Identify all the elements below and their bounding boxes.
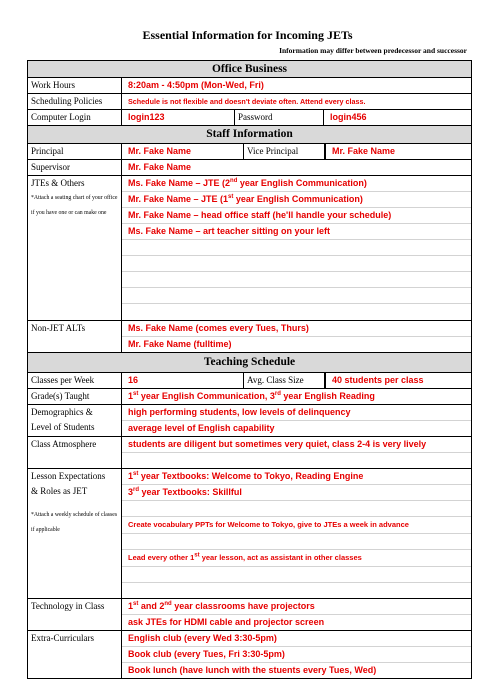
empty-entry	[122, 453, 471, 468]
password-value: login456	[330, 112, 367, 122]
lesson-3-value: Create vocabulary PPTs for Welcome to Tokyo, give to JTEs a week in advance	[128, 520, 409, 529]
extra-3-value: Book lunch (have lunch with the stuents every Tues, Wed)	[128, 665, 377, 675]
technology-label-cell	[28, 599, 122, 630]
row-work-hours	[28, 78, 471, 94]
section-staff-information: Staff Information	[28, 125, 471, 144]
atmosphere-values	[122, 437, 471, 468]
atmosphere-label: Class Atmosphere	[31, 439, 97, 449]
extra-values	[122, 631, 471, 678]
avg-class-size-label: Avg. Class Size	[243, 373, 325, 388]
technology-values	[122, 599, 471, 630]
computer-login-label: Computer Login	[28, 110, 122, 125]
alt-2-value: Mr. Fake Name (fulltime)	[128, 339, 232, 349]
group-extra-curriculars	[28, 631, 471, 678]
lesson-2-value: 3rd year Textbooks: Skillful	[128, 487, 242, 497]
demographics-label-line-1: Demographics &	[31, 407, 93, 417]
technology-label: Technology in Class	[31, 601, 105, 611]
demographics-entry	[122, 405, 471, 421]
scheduling-label: Scheduling Policies	[28, 94, 122, 109]
empty-entry	[122, 501, 471, 517]
extra-entry	[122, 663, 471, 678]
jtes-label: JTEs & Others	[31, 178, 85, 188]
row-supervisor	[28, 160, 471, 176]
info-table	[27, 60, 472, 679]
work-hours-label: Work Hours	[28, 78, 122, 93]
row-scheduling	[28, 94, 471, 110]
row-classes-per-week	[28, 373, 471, 389]
technology-2-value: ask JTEs for HDMI cable and projector screen	[128, 617, 325, 627]
group-lesson-expectations	[28, 469, 471, 599]
extra-entry	[122, 631, 471, 647]
alt-1-value: Ms. Fake Name (comes every Tues, Thurs)	[128, 323, 309, 333]
empty-entry	[122, 272, 471, 288]
lesson-1-value: 1st year Textbooks: Welcome to Tokyo, Reading Engine	[128, 471, 364, 481]
lesson-label-cell	[28, 469, 122, 598]
alt-entry	[122, 337, 471, 352]
alts-label-cell	[28, 321, 122, 352]
demographics-entry	[122, 421, 471, 436]
jte-3-value: Mr. Fake Name – head office staff (he'll handle your schedule)	[128, 210, 392, 220]
demographics-label-line-2: Level of Students	[31, 422, 95, 432]
demographics-label-cell	[28, 405, 122, 436]
computer-login-value: login123	[128, 112, 165, 122]
work-hours-value: 8:20am - 4:50pm (Mon-Wed, Fri)	[128, 80, 264, 90]
group-demographics	[28, 405, 471, 437]
jtes-note: *Attach a seating chart of your office if you have one or can make one	[31, 195, 118, 216]
lesson-label-line-1: Lesson Expectations	[31, 471, 106, 481]
jte-4-value: Ms. Fake Name – art teacher sitting on your left	[128, 226, 331, 236]
technology-entry	[122, 599, 471, 615]
jtes-values	[122, 176, 471, 320]
lesson-entry	[122, 517, 471, 534]
jte-entry	[122, 192, 471, 208]
principal-label: Principal	[28, 144, 122, 159]
alts-values	[122, 321, 471, 352]
group-jtes	[28, 176, 471, 321]
extra-2-value: Book club (every Tues, Fri 3:30-5pm)	[128, 649, 285, 659]
supervisor-label: Supervisor	[28, 160, 122, 175]
group-technology	[28, 599, 471, 631]
lesson-entry	[122, 485, 471, 501]
classes-per-week-value: 16	[128, 375, 139, 385]
document-subtitle: Information may differ between predecessor and successor	[279, 46, 467, 55]
demographics-2-value: average level of English capability	[128, 423, 275, 433]
jte-2-value: Mr. Fake Name – JTE (1st year English Communication)	[128, 194, 363, 204]
empty-entry	[122, 240, 471, 256]
row-grades-taught	[28, 389, 471, 405]
group-non-jet-alts	[28, 321, 471, 353]
extra-1-value: English club (every Wed 3:30-5pm)	[128, 633, 277, 643]
technology-entry	[122, 615, 471, 630]
jte-entry	[122, 224, 471, 240]
avg-class-size-value: 40 students per class	[325, 373, 471, 388]
section-teaching-schedule: Teaching Schedule	[28, 353, 471, 373]
technology-1-value: 1st and 2nd year classrooms have projectors	[128, 601, 315, 611]
grades-taught-value: 1st year English Communication, 3rd year English Reading	[128, 391, 375, 401]
lesson-entry	[122, 469, 471, 485]
empty-entry	[122, 583, 471, 598]
lesson-entry	[122, 550, 471, 567]
alts-label: Non-JET ALTs	[31, 323, 86, 333]
extra-entry	[122, 647, 471, 663]
jte-entry	[122, 176, 471, 192]
jte-entry	[122, 208, 471, 224]
atmosphere-value: students are diligent but sometimes very quiet, class 2-4 is very lively	[128, 439, 427, 449]
empty-entry	[122, 567, 471, 583]
empty-entry	[122, 534, 471, 550]
demographics-values	[122, 405, 471, 436]
demographics-1-value: high performing students, low levels of delinquency	[128, 407, 351, 417]
atmosphere-entry	[122, 437, 471, 453]
group-class-atmosphere	[28, 437, 471, 469]
lesson-label-line-2: & Roles as JET	[31, 486, 88, 496]
empty-entry	[122, 256, 471, 272]
supervisor-value: Mr. Fake Name	[128, 162, 192, 172]
lesson-note: *Attach a weekly schedule of classes if applicable	[31, 512, 118, 533]
extra-curriculars-label: Extra-Curriculars	[31, 633, 94, 643]
alt-entry	[122, 321, 471, 337]
vice-principal-label: Vice Principal	[243, 144, 325, 159]
lesson-4-value: Lead every other 1st year lesson, act as assistant in other classes	[128, 552, 362, 562]
classes-per-week-label: Classes per Week	[28, 373, 122, 388]
jte-1-value: Ms. Fake Name – JTE (2nd year English Communication)	[128, 178, 367, 188]
empty-entry	[122, 288, 471, 304]
jtes-label-cell	[28, 176, 122, 320]
empty-entry	[122, 304, 471, 320]
row-principal	[28, 144, 471, 160]
scheduling-value: Schedule is not flexible and doesn't deviate often. Attend every class.	[128, 97, 366, 106]
section-office-business: Office Business	[28, 61, 471, 78]
principal-value: Mr. Fake Name	[128, 146, 192, 156]
document-title: Essential Information for Incoming JETs	[142, 28, 353, 42]
lesson-values	[122, 469, 471, 598]
password-label: Password	[234, 110, 324, 125]
extra-label-cell	[28, 631, 122, 678]
grades-taught-label: Grade(s) Taught	[28, 389, 122, 404]
row-computer-login	[28, 110, 471, 125]
atmosphere-label-cell	[28, 437, 122, 468]
vice-principal-value: Mr. Fake Name	[325, 144, 471, 159]
